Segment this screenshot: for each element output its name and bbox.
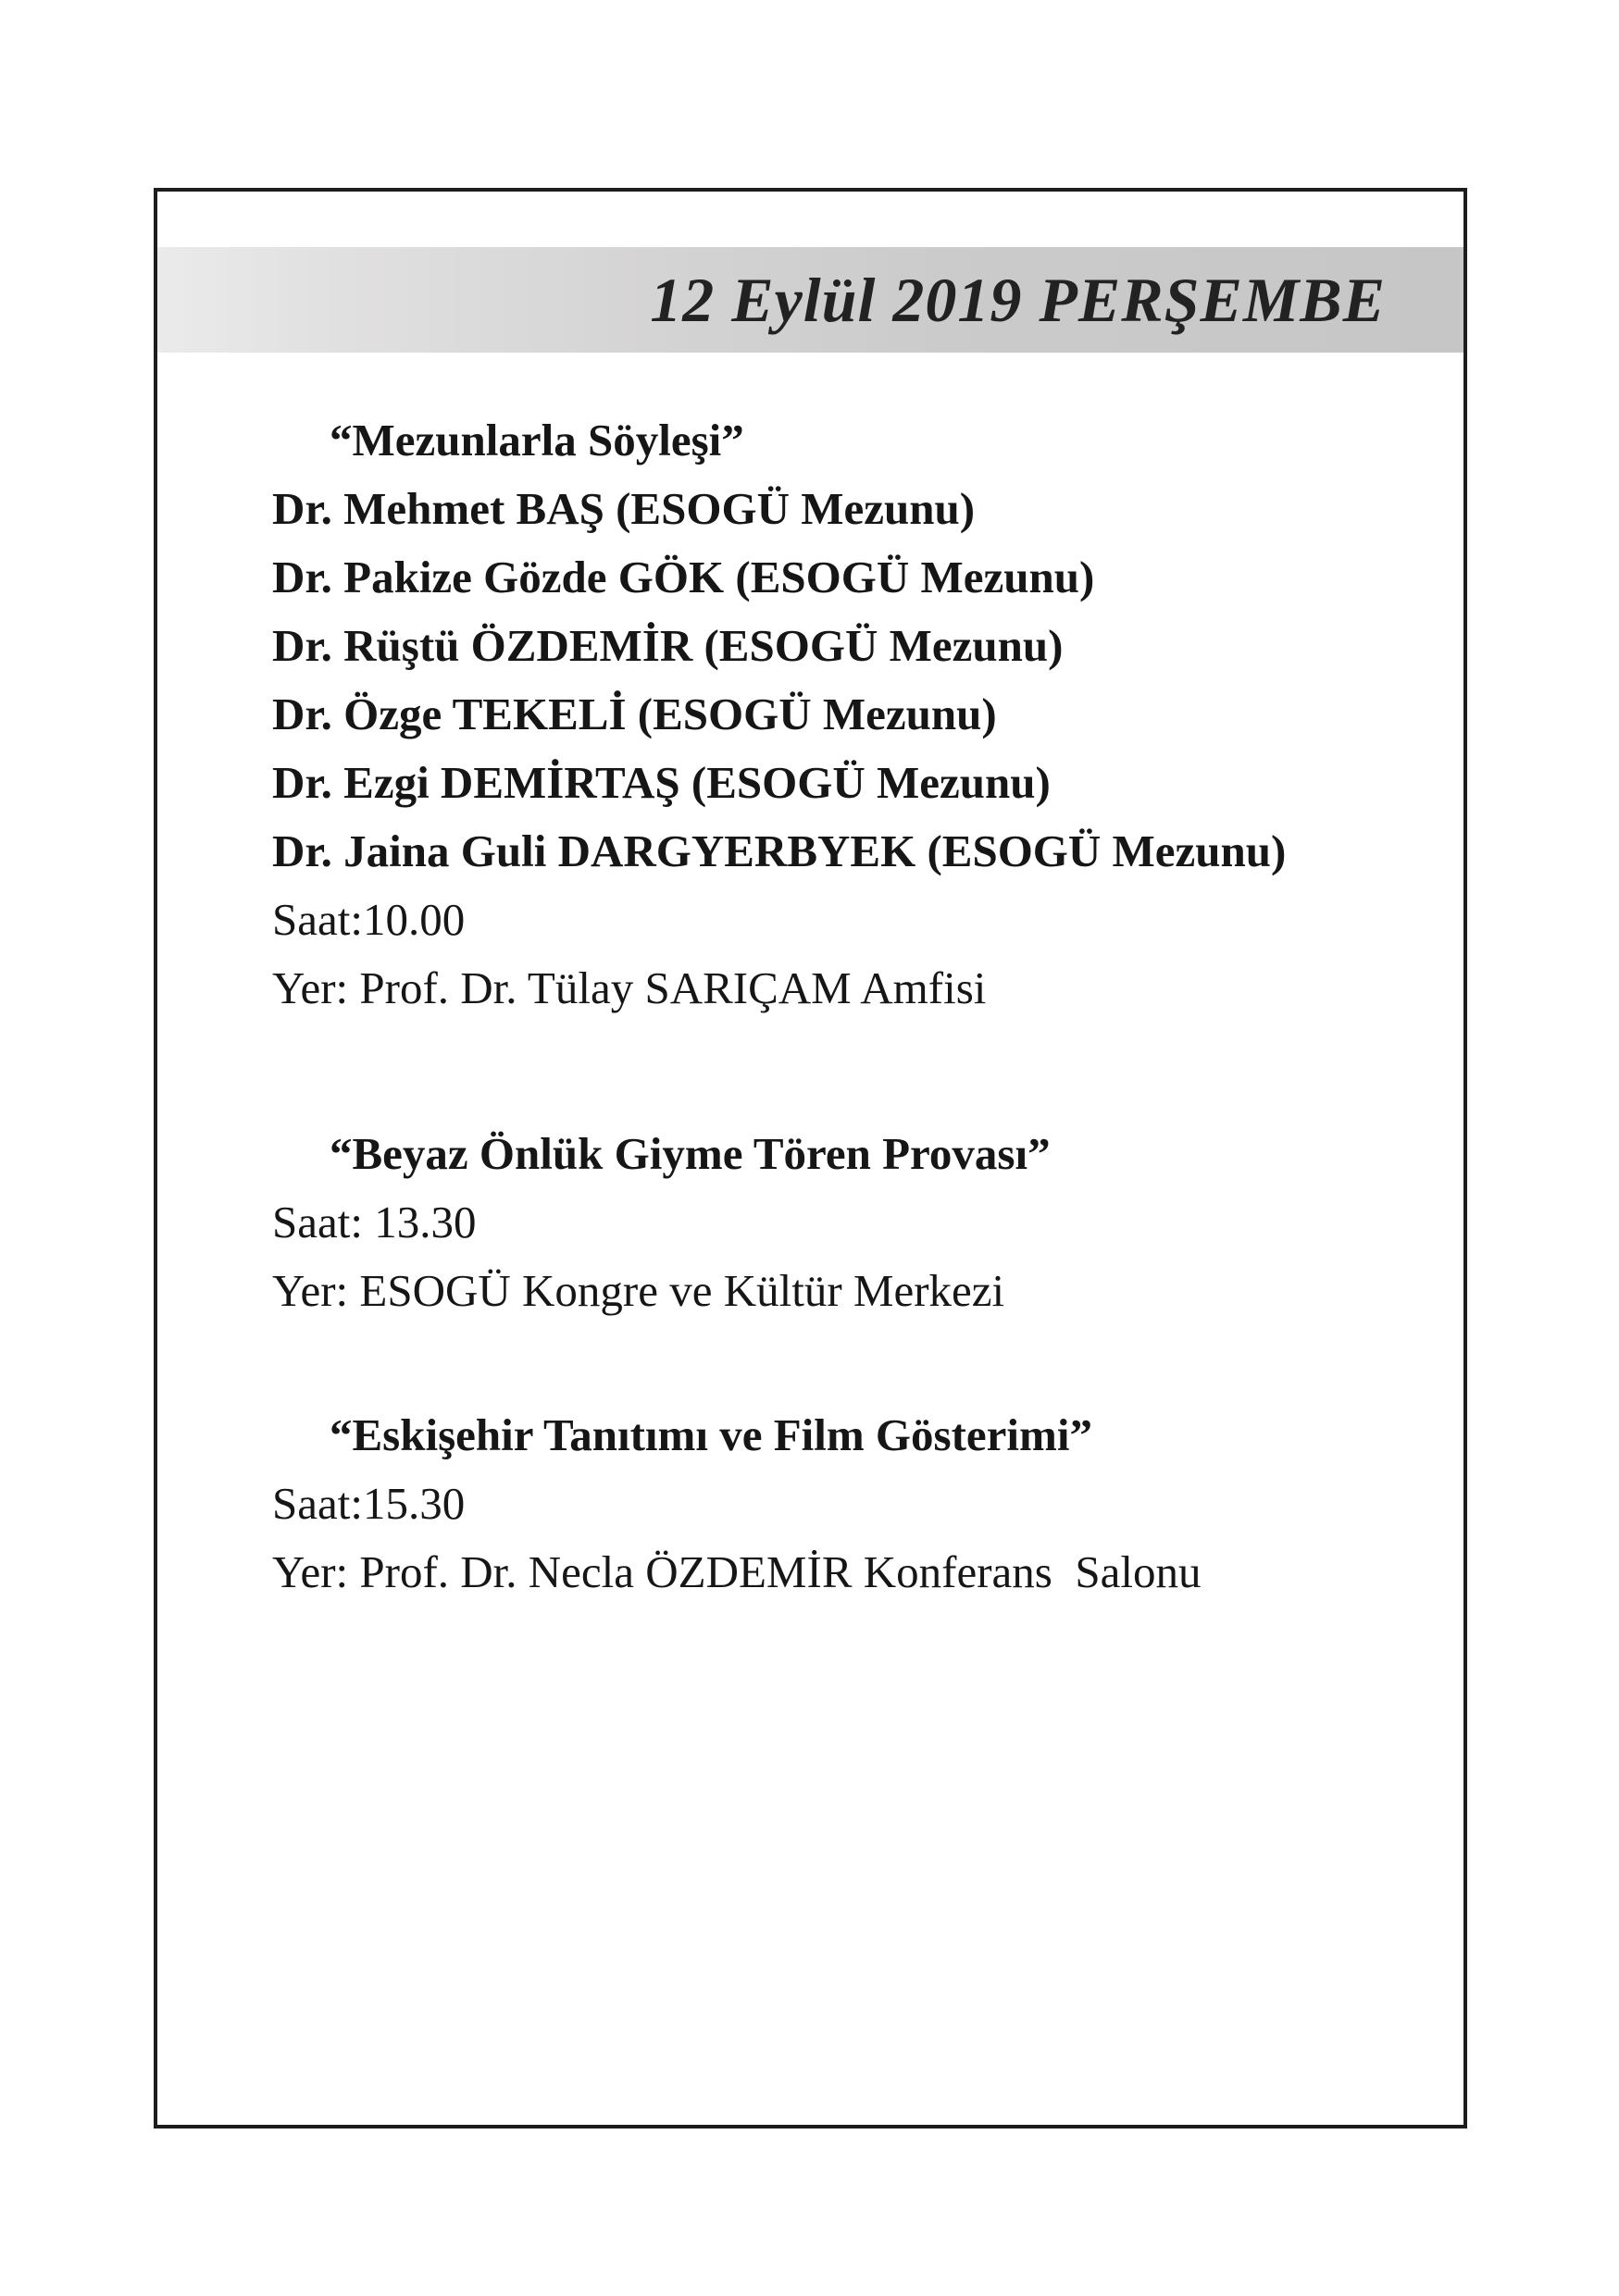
- time-line: Saat:15.30: [272, 1478, 466, 1529]
- event-section: [272, 406, 1430, 1023]
- speaker-line: Dr. Rüştü ÖZDEMİR (ESOGÜ Mezunu): [272, 620, 1064, 671]
- venue-line: Yer: Prof. Dr. Tülay SARIÇAM Amfisi: [272, 962, 987, 1013]
- date-header-bar: [157, 247, 1463, 353]
- speaker-line: Dr. Jaina Guli DARGYERBYEK (ESOGÜ Mezunu): [272, 825, 1287, 876]
- time-line: Saat:10.00: [272, 894, 466, 945]
- event-title: “Beyaz Önlük Giyme Tören Provası”: [330, 1128, 1051, 1179]
- speaker-line: Dr. Pakize Gözde GÖK (ESOGÜ Mezunu): [272, 552, 1095, 602]
- venue-line: Yer: ESOGÜ Kongre ve Kültür Merkezi: [272, 1265, 1005, 1316]
- speaker-line: Dr. Ezgi DEMİRTAŞ (ESOGÜ Mezunu): [272, 757, 1051, 808]
- event-section: [272, 1401, 1430, 1607]
- venue-line: Yer: Prof. Dr. Necla ÖZDEMİR Konferans Salonu: [272, 1546, 1202, 1597]
- date-header-title: 12 Eylül 2019 PERŞEMBE: [650, 264, 1386, 335]
- schedule-content: [272, 353, 1430, 1607]
- event-title: “Mezunlarla Söyleşi”: [330, 415, 744, 465]
- event-section: [272, 1120, 1430, 1325]
- page-frame: [154, 188, 1467, 2128]
- event-title: “Eskişehir Tanıtımı ve Film Gösterimi”: [330, 1409, 1092, 1460]
- speaker-line: Dr. Özge TEKELİ (ESOGÜ Mezunu): [272, 689, 997, 739]
- speaker-line: Dr. Mehmet BAŞ (ESOGÜ Mezunu): [272, 483, 976, 534]
- time-line: Saat: 13.30: [272, 1197, 477, 1247]
